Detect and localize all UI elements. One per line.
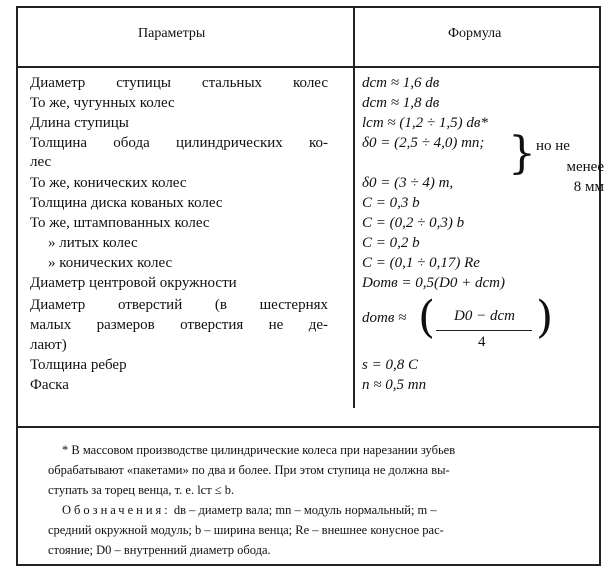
formula-row: δ0 = (2,5 ÷ 4,0) mn; <box>362 135 485 151</box>
formula-row: n ≈ 0,5 mn <box>362 377 427 393</box>
left-paren-icon: ( <box>418 292 436 343</box>
param-row: лают) <box>30 337 67 353</box>
right-paren-icon: ) <box>536 292 554 343</box>
param-row: Диаметр центровой окружности <box>30 275 237 291</box>
formula-row: C = (0,1 ÷ 0,17) Re <box>362 255 480 271</box>
brace-note-line: но не <box>536 138 570 154</box>
footnote-line: * В массовом производстве цилиндрические колеса при нарезании зубьев <box>62 443 456 457</box>
legend-text: dв – диаметр вала; mn – модуль нормальный; m – <box>170 503 437 517</box>
param-row: Диаметр отверстий (в шестернях <box>30 297 328 313</box>
footnote-line: ступать за торец венца, т. е. lст ≤ b. <box>48 483 235 497</box>
param-row: Толщина диска кованых колес <box>30 195 223 211</box>
param-row: » литых колес <box>48 235 138 251</box>
footnotes <box>48 440 596 560</box>
hole-formula-denominator: 4 <box>478 334 486 350</box>
param-row: малых размеров отверстия не де- <box>30 317 328 333</box>
formula-row: δ0 = (3 ÷ 4) m, <box>362 175 454 191</box>
param-row: То же, штампованных колес <box>30 215 210 231</box>
fraction-bar <box>436 330 532 331</box>
header-parameters: Параметры <box>138 26 206 41</box>
param-row: Диаметр ступицы стальных колес <box>30 75 328 91</box>
legend-line <box>48 500 596 520</box>
formula-row: C = 0,2 b <box>362 235 420 251</box>
legend-line: стояние; D0 – внутренний диаметр обода. <box>48 543 271 557</box>
formula-row: C = 0,3 b <box>362 195 420 211</box>
legend-line: средний окружной модуль; b – ширина венца; Re – внешнее конусное рас- <box>48 523 444 537</box>
formula-row: dст ≈ 1,6 dв <box>362 75 440 91</box>
param-row: Толщина обода цилиндрических ко- <box>30 135 328 151</box>
param-row: Фаска <box>30 377 69 393</box>
formula-row: lст ≈ (1,2 ÷ 1,5) dв* <box>362 115 488 131</box>
param-row: Толщина ребер <box>30 357 127 373</box>
brace-icon: } <box>508 128 536 179</box>
brace-note-line: 8 мм <box>573 179 604 195</box>
footnote-line: обрабатывают «пакетами» по два и более. При этом ступица не должна вы- <box>48 463 450 477</box>
formula-row: C = (0,2 ÷ 0,3) b <box>362 215 465 231</box>
hole-formula-numerator: D0 − dст <box>454 308 515 324</box>
header-divider <box>18 66 599 68</box>
param-row: Длина ступицы <box>30 115 129 131</box>
formula-row: dст ≈ 1,8 dв <box>362 95 440 111</box>
parameters-table <box>16 6 604 566</box>
footer-divider <box>18 426 599 428</box>
formula-row: s = 0,8 C <box>362 357 418 373</box>
legend-lead: Обозначения: <box>62 503 171 517</box>
param-row: То же, конических колес <box>30 175 187 191</box>
hole-formula-lhs: dотв ≈ <box>362 310 407 326</box>
formula-row: Dотв = 0,5(D0 + dст) <box>362 275 505 291</box>
param-row: » конических колес <box>48 255 173 271</box>
param-row: лес <box>30 154 52 170</box>
param-row: То же, чугунных колес <box>30 95 175 111</box>
header-formula: Формула <box>448 26 502 41</box>
brace-note-line: менее <box>566 159 604 175</box>
column-divider <box>353 8 355 408</box>
